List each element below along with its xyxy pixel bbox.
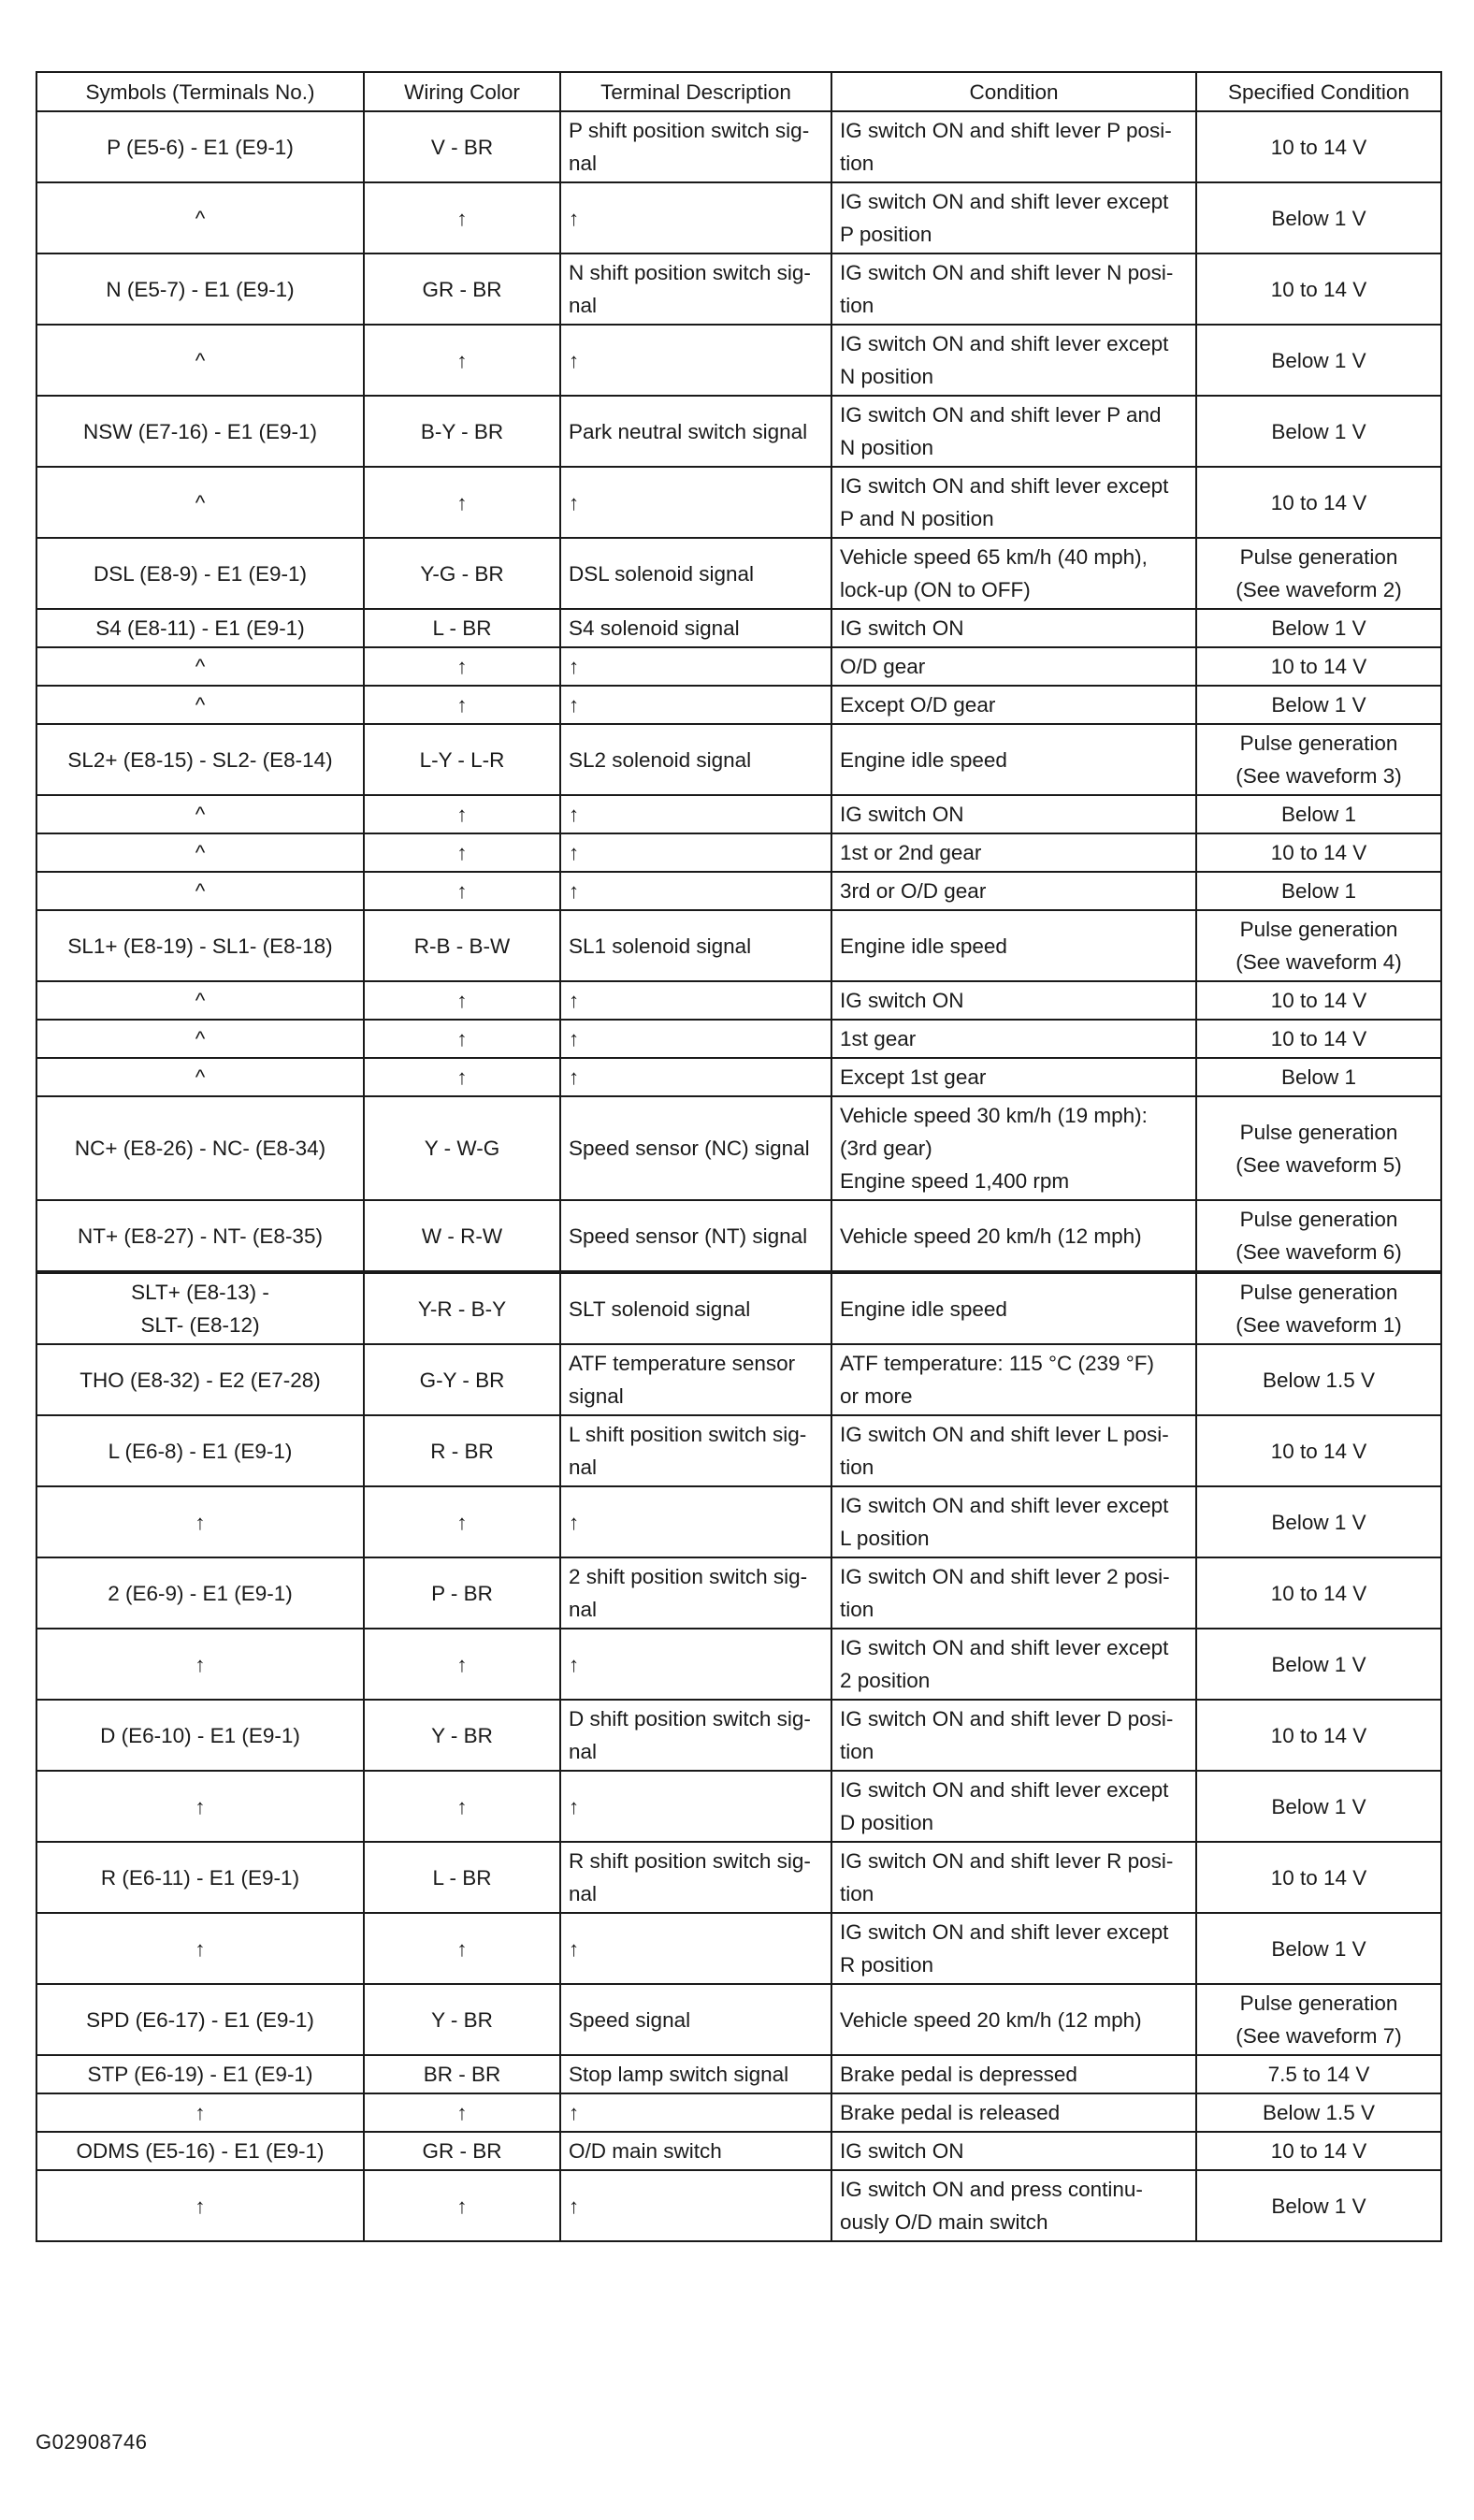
table-row bbox=[36, 1344, 1441, 1415]
cell-terminal-description: ↑ bbox=[560, 1020, 831, 1058]
cell-specified-condition: 10 to 14 V bbox=[1196, 647, 1441, 686]
cell-symbol: ^ bbox=[36, 981, 364, 1020]
col-header-specified-condition: Specified Condition bbox=[1196, 72, 1441, 111]
cell-specified-condition: Pulse generation (See waveform 7) bbox=[1196, 1984, 1441, 2055]
cell-specified-condition: 10 to 14 V bbox=[1196, 467, 1441, 538]
cell-condition: IG switch ON and press continu- ously O/D main switch bbox=[831, 2170, 1196, 2241]
cell-condition: IG switch ON and shift lever except N position bbox=[831, 325, 1196, 396]
cell-specified-condition: Below 1 bbox=[1196, 1058, 1441, 1096]
cell-wiring-color: ↑ bbox=[364, 872, 560, 910]
cell-symbol: ^ bbox=[36, 1020, 364, 1058]
cell-symbol: NC+ (E8-26) - NC- (E8-34) bbox=[36, 1096, 364, 1200]
table-row bbox=[36, 1842, 1441, 1913]
cell-terminal-description: SL2 solenoid signal bbox=[560, 724, 831, 795]
cell-wiring-color: BR - BR bbox=[364, 2055, 560, 2093]
col-header-condition: Condition bbox=[831, 72, 1196, 111]
cell-wiring-color: ↑ bbox=[364, 325, 560, 396]
cell-symbol: P (E5-6) - E1 (E9-1) bbox=[36, 111, 364, 182]
col-header-terminal-description: Terminal Description bbox=[560, 72, 831, 111]
cell-terminal-description: Speed signal bbox=[560, 1984, 831, 2055]
cell-specified-condition: Below 1 V bbox=[1196, 1486, 1441, 1557]
cell-wiring-color: ↑ bbox=[364, 647, 560, 686]
cell-condition: Vehicle speed 20 km/h (12 mph) bbox=[831, 1200, 1196, 1272]
cell-terminal-description: ↑ bbox=[560, 795, 831, 833]
cell-wiring-color: ↑ bbox=[364, 2093, 560, 2132]
cell-symbol: ^ bbox=[36, 182, 364, 253]
cell-terminal-description: P shift position switch sig- nal bbox=[560, 111, 831, 182]
terminal-spec-table bbox=[36, 71, 1442, 2242]
table-row bbox=[36, 467, 1441, 538]
cell-condition: IG switch ON and shift lever except D position bbox=[831, 1771, 1196, 1842]
cell-terminal-description: DSL solenoid signal bbox=[560, 538, 831, 609]
cell-condition: IG switch ON and shift lever L posi- tion bbox=[831, 1415, 1196, 1486]
cell-specified-condition: Below 1.5 V bbox=[1196, 2093, 1441, 2132]
cell-terminal-description: ↑ bbox=[560, 833, 831, 872]
cell-terminal-description: ↑ bbox=[560, 2093, 831, 2132]
cell-symbol: ODMS (E5-16) - E1 (E9-1) bbox=[36, 2132, 364, 2170]
cell-terminal-description: Speed sensor (NT) signal bbox=[560, 1200, 831, 1272]
cell-specified-condition: Below 1 V bbox=[1196, 609, 1441, 647]
cell-condition: IG switch ON and shift lever except L position bbox=[831, 1486, 1196, 1557]
cell-condition: IG switch ON and shift lever P posi- tion bbox=[831, 111, 1196, 182]
cell-specified-condition: 10 to 14 V bbox=[1196, 1557, 1441, 1629]
table-row bbox=[36, 396, 1441, 467]
cell-terminal-description: ↑ bbox=[560, 1913, 831, 1984]
table-row bbox=[36, 182, 1441, 253]
cell-symbol: ^ bbox=[36, 872, 364, 910]
cell-symbol: DSL (E8-9) - E1 (E9-1) bbox=[36, 538, 364, 609]
cell-wiring-color: ↑ bbox=[364, 1913, 560, 1984]
cell-symbol: ^ bbox=[36, 325, 364, 396]
cell-wiring-color: L - BR bbox=[364, 609, 560, 647]
cell-wiring-color: GR - BR bbox=[364, 2132, 560, 2170]
cell-condition: Vehicle speed 65 km/h (40 mph), lock-up (ON to OFF) bbox=[831, 538, 1196, 609]
cell-terminal-description: Speed sensor (NC) signal bbox=[560, 1096, 831, 1200]
cell-wiring-color: R - BR bbox=[364, 1415, 560, 1486]
cell-wiring-color: B-Y - BR bbox=[364, 396, 560, 467]
cell-wiring-color: Y - W-G bbox=[364, 1096, 560, 1200]
table-row bbox=[36, 2093, 1441, 2132]
cell-specified-condition: Below 1 V bbox=[1196, 325, 1441, 396]
cell-symbol: ^ bbox=[36, 647, 364, 686]
cell-condition: O/D gear bbox=[831, 647, 1196, 686]
cell-condition: Vehicle speed 30 km/h (19 mph): (3rd gear) Engine speed 1,400 rpm bbox=[831, 1096, 1196, 1200]
cell-specified-condition: 10 to 14 V bbox=[1196, 1415, 1441, 1486]
cell-symbol: ↑ bbox=[36, 2093, 364, 2132]
cell-terminal-description: ↑ bbox=[560, 325, 831, 396]
cell-wiring-color: Y - BR bbox=[364, 1984, 560, 2055]
table-row bbox=[36, 647, 1441, 686]
cell-terminal-description: ↑ bbox=[560, 2170, 831, 2241]
table-row bbox=[36, 910, 1441, 981]
table-row bbox=[36, 111, 1441, 182]
cell-condition: IG switch ON and shift lever except P and N position bbox=[831, 467, 1196, 538]
table-row bbox=[36, 1058, 1441, 1096]
cell-symbol: SL1+ (E8-19) - SL1- (E8-18) bbox=[36, 910, 364, 981]
cell-terminal-description: L shift position switch sig- nal bbox=[560, 1415, 831, 1486]
cell-wiring-color: ↑ bbox=[364, 1058, 560, 1096]
cell-condition: IG switch ON and shift lever N posi- tion bbox=[831, 253, 1196, 325]
cell-terminal-description: Stop lamp switch signal bbox=[560, 2055, 831, 2093]
cell-symbol: ↑ bbox=[36, 1771, 364, 1842]
cell-symbol: ↑ bbox=[36, 1629, 364, 1700]
table-row bbox=[36, 1984, 1441, 2055]
cell-terminal-description: Park neutral switch signal bbox=[560, 396, 831, 467]
table-row bbox=[36, 686, 1441, 724]
table-row bbox=[36, 1200, 1441, 1272]
cell-specified-condition: Below 1.5 V bbox=[1196, 1344, 1441, 1415]
cell-specified-condition: Below 1 V bbox=[1196, 1771, 1441, 1842]
cell-terminal-description: SL1 solenoid signal bbox=[560, 910, 831, 981]
cell-terminal-description: ↑ bbox=[560, 1058, 831, 1096]
cell-specified-condition: Below 1 V bbox=[1196, 686, 1441, 724]
cell-specified-condition: 10 to 14 V bbox=[1196, 2132, 1441, 2170]
cell-symbol: L (E6-8) - E1 (E9-1) bbox=[36, 1415, 364, 1486]
cell-symbol: ^ bbox=[36, 686, 364, 724]
cell-wiring-color: ↑ bbox=[364, 981, 560, 1020]
table-row bbox=[36, 724, 1441, 795]
cell-terminal-description: ↑ bbox=[560, 1486, 831, 1557]
cell-specified-condition: 10 to 14 V bbox=[1196, 981, 1441, 1020]
cell-condition: IG switch ON and shift lever except P position bbox=[831, 182, 1196, 253]
cell-terminal-description: R shift position switch sig- nal bbox=[560, 1842, 831, 1913]
cell-terminal-description: D shift position switch sig- nal bbox=[560, 1700, 831, 1771]
cell-condition: Vehicle speed 20 km/h (12 mph) bbox=[831, 1984, 1196, 2055]
cell-condition: IG switch ON bbox=[831, 2132, 1196, 2170]
cell-specified-condition: 10 to 14 V bbox=[1196, 253, 1441, 325]
cell-terminal-description: ↑ bbox=[560, 647, 831, 686]
cell-symbol: NT+ (E8-27) - NT- (E8-35) bbox=[36, 1200, 364, 1272]
cell-condition: IG switch ON bbox=[831, 981, 1196, 1020]
cell-wiring-color: Y-R - B-Y bbox=[364, 1272, 560, 1344]
cell-condition: IG switch ON and shift lever R posi- tion bbox=[831, 1842, 1196, 1913]
cell-condition: 1st or 2nd gear bbox=[831, 833, 1196, 872]
cell-specified-condition: Pulse generation (See waveform 2) bbox=[1196, 538, 1441, 609]
cell-condition: IG switch ON and shift lever D posi- tion bbox=[831, 1700, 1196, 1771]
cell-specified-condition: Below 1 V bbox=[1196, 2170, 1441, 2241]
cell-wiring-color: ↑ bbox=[364, 1020, 560, 1058]
cell-specified-condition: Below 1 bbox=[1196, 872, 1441, 910]
cell-terminal-description: 2 shift position switch sig- nal bbox=[560, 1557, 831, 1629]
cell-specified-condition: Below 1 bbox=[1196, 795, 1441, 833]
cell-symbol: NSW (E7-16) - E1 (E9-1) bbox=[36, 396, 364, 467]
col-header-symbols: Symbols (Terminals No.) bbox=[36, 72, 364, 111]
cell-terminal-description: ↑ bbox=[560, 467, 831, 538]
cell-condition: Brake pedal is depressed bbox=[831, 2055, 1196, 2093]
table-row bbox=[36, 1096, 1441, 1200]
cell-terminal-description: ↑ bbox=[560, 872, 831, 910]
cell-terminal-description: ↑ bbox=[560, 1771, 831, 1842]
cell-wiring-color: ↑ bbox=[364, 686, 560, 724]
table-row bbox=[36, 1020, 1441, 1058]
cell-wiring-color: V - BR bbox=[364, 111, 560, 182]
cell-symbol: ^ bbox=[36, 833, 364, 872]
cell-symbol: R (E6-11) - E1 (E9-1) bbox=[36, 1842, 364, 1913]
table-row bbox=[36, 1415, 1441, 1486]
table-row bbox=[36, 2170, 1441, 2241]
cell-specified-condition: 10 to 14 V bbox=[1196, 1842, 1441, 1913]
cell-condition: IG switch ON bbox=[831, 609, 1196, 647]
cell-wiring-color: ↑ bbox=[364, 833, 560, 872]
cell-wiring-color: ↑ bbox=[364, 1629, 560, 1700]
cell-symbol: N (E5-7) - E1 (E9-1) bbox=[36, 253, 364, 325]
cell-wiring-color: L-Y - L-R bbox=[364, 724, 560, 795]
cell-specified-condition: Below 1 V bbox=[1196, 1913, 1441, 1984]
table-row bbox=[36, 833, 1441, 872]
cell-wiring-color: ↑ bbox=[364, 2170, 560, 2241]
figure-code: G02908746 bbox=[36, 2430, 148, 2454]
cell-wiring-color: W - R-W bbox=[364, 1200, 560, 1272]
table-row bbox=[36, 253, 1441, 325]
cell-condition: Engine idle speed bbox=[831, 1272, 1196, 1344]
cell-specified-condition: 10 to 14 V bbox=[1196, 1020, 1441, 1058]
cell-terminal-description: S4 solenoid signal bbox=[560, 609, 831, 647]
cell-specified-condition: 7.5 to 14 V bbox=[1196, 2055, 1441, 2093]
cell-terminal-description: ↑ bbox=[560, 1629, 831, 1700]
cell-terminal-description: ATF temperature sensor signal bbox=[560, 1344, 831, 1415]
cell-symbol: SPD (E6-17) - E1 (E9-1) bbox=[36, 1984, 364, 2055]
cell-wiring-color: ↑ bbox=[364, 467, 560, 538]
cell-condition: Except O/D gear bbox=[831, 686, 1196, 724]
cell-specified-condition: Below 1 V bbox=[1196, 396, 1441, 467]
cell-condition: ATF temperature: 115 °C (239 °F) or more bbox=[831, 1344, 1196, 1415]
table-row bbox=[36, 1771, 1441, 1842]
table-row bbox=[36, 1272, 1441, 1344]
cell-terminal-description: SLT solenoid signal bbox=[560, 1272, 831, 1344]
cell-condition: IG switch ON bbox=[831, 795, 1196, 833]
table-row bbox=[36, 872, 1441, 910]
cell-symbol: D (E6-10) - E1 (E9-1) bbox=[36, 1700, 364, 1771]
cell-symbol: SLT+ (E8-13) - SLT- (E8-12) bbox=[36, 1272, 364, 1344]
cell-symbol: 2 (E6-9) - E1 (E9-1) bbox=[36, 1557, 364, 1629]
cell-terminal-description: ↑ bbox=[560, 182, 831, 253]
cell-condition: Engine idle speed bbox=[831, 910, 1196, 981]
cell-symbol: ↑ bbox=[36, 1913, 364, 1984]
table-row bbox=[36, 2132, 1441, 2170]
cell-specified-condition: Pulse generation (See waveform 6) bbox=[1196, 1200, 1441, 1272]
cell-symbol: ^ bbox=[36, 795, 364, 833]
cell-wiring-color: ↑ bbox=[364, 1771, 560, 1842]
cell-terminal-description: N shift position switch sig- nal bbox=[560, 253, 831, 325]
cell-specified-condition: Pulse generation (See waveform 4) bbox=[1196, 910, 1441, 981]
cell-wiring-color: ↑ bbox=[364, 1486, 560, 1557]
cell-specified-condition: Below 1 V bbox=[1196, 1629, 1441, 1700]
cell-wiring-color: ↑ bbox=[364, 182, 560, 253]
cell-condition: 3rd or O/D gear bbox=[831, 872, 1196, 910]
cell-terminal-description: O/D main switch bbox=[560, 2132, 831, 2170]
cell-specified-condition: Pulse generation (See waveform 1) bbox=[1196, 1272, 1441, 1344]
cell-symbol: ↑ bbox=[36, 1486, 364, 1557]
cell-symbol: STP (E6-19) - E1 (E9-1) bbox=[36, 2055, 364, 2093]
cell-condition: IG switch ON and shift lever P and N position bbox=[831, 396, 1196, 467]
cell-terminal-description: ↑ bbox=[560, 981, 831, 1020]
table-row bbox=[36, 1913, 1441, 1984]
cell-wiring-color: G-Y - BR bbox=[364, 1344, 560, 1415]
table-row bbox=[36, 538, 1441, 609]
cell-specified-condition: 10 to 14 V bbox=[1196, 111, 1441, 182]
cell-condition: Except 1st gear bbox=[831, 1058, 1196, 1096]
cell-wiring-color: Y-G - BR bbox=[364, 538, 560, 609]
cell-specified-condition: 10 to 14 V bbox=[1196, 833, 1441, 872]
table-row bbox=[36, 609, 1441, 647]
table-row bbox=[36, 1486, 1441, 1557]
cell-specified-condition: 10 to 14 V bbox=[1196, 1700, 1441, 1771]
cell-symbol: ^ bbox=[36, 1058, 364, 1096]
cell-symbol: S4 (E8-11) - E1 (E9-1) bbox=[36, 609, 364, 647]
cell-condition: IG switch ON and shift lever except 2 position bbox=[831, 1629, 1196, 1700]
cell-condition: IG switch ON and shift lever 2 posi- tion bbox=[831, 1557, 1196, 1629]
cell-wiring-color: ↑ bbox=[364, 795, 560, 833]
cell-wiring-color: GR - BR bbox=[364, 253, 560, 325]
cell-wiring-color: R-B - B-W bbox=[364, 910, 560, 981]
cell-wiring-color: Y - BR bbox=[364, 1700, 560, 1771]
cell-terminal-description: ↑ bbox=[560, 686, 831, 724]
table-row bbox=[36, 795, 1441, 833]
cell-symbol: THO (E8-32) - E2 (E7-28) bbox=[36, 1344, 364, 1415]
table-row bbox=[36, 1700, 1441, 1771]
cell-symbol: SL2+ (E8-15) - SL2- (E8-14) bbox=[36, 724, 364, 795]
cell-condition: 1st gear bbox=[831, 1020, 1196, 1058]
table-row bbox=[36, 1557, 1441, 1629]
cell-specified-condition: Pulse generation (See waveform 5) bbox=[1196, 1096, 1441, 1200]
col-header-wiring-color: Wiring Color bbox=[364, 72, 560, 111]
cell-symbol: ^ bbox=[36, 467, 364, 538]
table-row bbox=[36, 325, 1441, 396]
cell-specified-condition: Pulse generation (See waveform 3) bbox=[1196, 724, 1441, 795]
table-row bbox=[36, 1629, 1441, 1700]
cell-symbol: ↑ bbox=[36, 2170, 364, 2241]
cell-wiring-color: L - BR bbox=[364, 1842, 560, 1913]
cell-condition: Brake pedal is released bbox=[831, 2093, 1196, 2132]
header-row bbox=[36, 72, 1441, 111]
cell-wiring-color: P - BR bbox=[364, 1557, 560, 1629]
cell-specified-condition: Below 1 V bbox=[1196, 182, 1441, 253]
cell-condition: Engine idle speed bbox=[831, 724, 1196, 795]
cell-condition: IG switch ON and shift lever except R position bbox=[831, 1913, 1196, 1984]
table-row bbox=[36, 981, 1441, 1020]
table-row bbox=[36, 2055, 1441, 2093]
